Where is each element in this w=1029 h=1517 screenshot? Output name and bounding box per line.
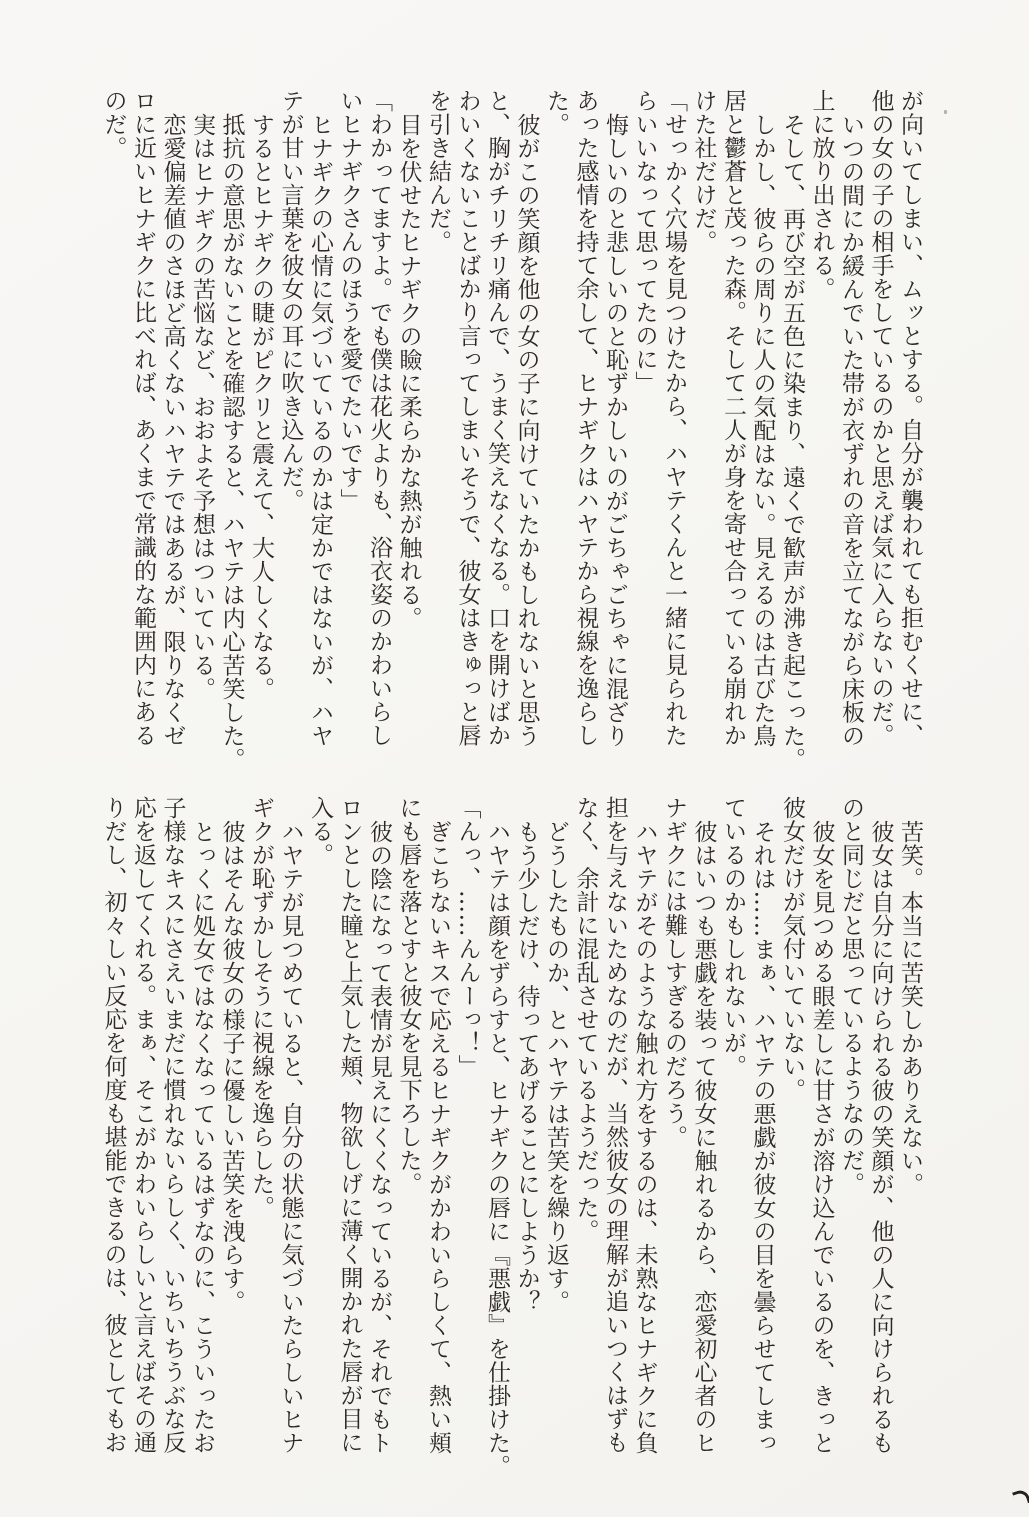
text-column: もう少しだけ、待ってあげることにしようか？ <box>513 819 540 1313</box>
top-text-block <box>98 89 924 779</box>
text-column: ハヤテがそのような触れ方をするのは、未熟なヒナギクに負 <box>631 819 658 1454</box>
text-column: 応を返してくれる。まぁ、そこがかわいらしいと言えばその通 <box>130 796 156 1454</box>
text-column: 居と鬱蒼と茂った森。そして二人が身を寄せ合っている崩れか <box>720 89 746 747</box>
text-column: それは……まぁ、ハヤテの悪戯が彼女の目を曇らせてしまっ <box>749 819 776 1454</box>
text-column: にも唇を落とすと彼女を見下ろした。 <box>395 796 422 1196</box>
text-column: 彼女は自分に向けられる彼の笑顔が、他の人に向けられるも <box>867 819 894 1454</box>
text-column: 彼がこの笑顔を他の女の子に向けていたかもしれないと思う <box>513 112 540 747</box>
text-column: ハヤテが見つめていると、自分の状態に気づいたらしいヒナ <box>277 819 304 1454</box>
text-column: ロに近いヒナギクに比べれば、あくまで常識的な範囲内にある <box>130 89 156 747</box>
text-column: 彼はいつも悪戯を装って彼女に触れるから、恋愛初心者のヒ <box>690 819 717 1454</box>
text-column: のと同じだと思っているようなのだ。 <box>838 796 864 1196</box>
text-column: らいいなって思ってたのに」 <box>631 89 658 395</box>
text-column: 悔しいのと悲しいのと恥ずかしいのがごちゃごちゃに混ざり <box>602 112 628 747</box>
text-column: りだし、初々しい反応を何度も堪能できるのは、彼としてもお <box>100 796 127 1454</box>
text-column: わいくないことばかり言ってしまいそうで、彼女はきゅっと唇 <box>454 89 481 747</box>
text-column: ナギクには難しすぎるのだろう。 <box>661 796 687 1149</box>
text-column: 上に放り出される。 <box>808 89 835 301</box>
text-column: 担を与えないためなのだが、当然彼女の理解が追いつくはずも <box>602 796 628 1454</box>
text-column: とっくに処女ではなくなっているはずなのに、こういったお <box>189 819 215 1454</box>
text-column: 「せっかく穴場を見つけたから、ハヤテくんと一緒に見られた <box>661 89 687 747</box>
text-column: 苦笑。本当に苦笑しかありえない。 <box>897 819 923 1196</box>
text-column: 入る。 <box>307 796 333 867</box>
text-column: ぎこちないキスで応えるヒナギクがかわいらしくて、熱い頬 <box>425 819 451 1454</box>
text-column: 恋愛偏差値のさほど高くないハヤテではあるが、限りなくゼ <box>159 112 186 747</box>
text-column: するとヒナギクの睫がピクリと震えて、大人しくなる。 <box>248 112 274 700</box>
text-column: 彼はそんな彼女の様子に優しい苦笑を洩らす。 <box>218 819 245 1313</box>
text-column: けた社だけだ。 <box>690 89 717 254</box>
text-column: どうしたものか、とハヤテは苦笑を繰り返す。 <box>543 819 569 1313</box>
page-corner-mark <box>1012 1488 1029 1507</box>
text-column: 抵抗の意思がないことを確認すると、ハヤテは内心苦笑した。 <box>218 112 245 771</box>
text-column: ているのかもしれないが。 <box>720 796 746 1078</box>
text-column: 彼女だけが気付いていない。 <box>779 796 805 1102</box>
text-column: テが甘い言葉を彼女の耳に吹き込んだ。 <box>277 89 304 512</box>
text-column: そして、再び空が五色に染まり、遠くで歓声が沸き起こった。 <box>779 112 805 771</box>
text-column: を引き結んだ。 <box>425 89 451 254</box>
text-column: いつの間にか緩んでいた帯が衣ずれの音を立てながら床板の <box>838 112 864 747</box>
scan-speck <box>944 110 947 114</box>
text-column: 彼女を見つめる眼差しに甘さが溶け込んでいるのを、きっと <box>808 819 835 1454</box>
text-column: 「んっ、……んんーっ！」 <box>454 796 481 1078</box>
text-column: しかし、彼らの周りに人の気配はない。見えるのは古びた鳥 <box>749 112 776 747</box>
text-column: 実はヒナギクの苦悩など、おおよそ予想はついている。 <box>189 112 215 700</box>
text-column: ギクが恥ずかしそうに視線を逸らした。 <box>248 796 274 1219</box>
text-column: のだ。 <box>100 89 127 160</box>
text-column: 他の女の子の相手をしているのかと思えば気に入らないのだ。 <box>867 89 894 747</box>
text-column: ハヤテは顔をずらすと、ヒナギクの唇に『悪戯』を仕掛けた。 <box>484 819 510 1478</box>
text-column: た。 <box>543 89 569 136</box>
text-column: 「わかってますよ。でも僕は花火よりも、浴衣姿のかわいらし <box>366 89 392 747</box>
text-column: と、胸がチリチリ痛んで、うまく笑えなくなる。口を開けばか <box>484 89 510 747</box>
text-column: あった感情を持て余して、ヒナギクはハヤテから視線を逸らし <box>572 89 599 747</box>
bottom-text-block <box>98 796 924 1486</box>
text-column: 子様なキスにさえいまだに慣れないらしく、いちいちうぶな反 <box>159 796 186 1454</box>
text-column: ロンとした瞳と上気した頬、物欲しげに薄く開かれた唇が目に <box>336 796 363 1454</box>
text-column: 彼の陰になって表情が見えにくくなっているが、それでもト <box>366 819 392 1454</box>
text-column: が向いてしまい、ムッとする。自分が襲われても拒むくせに、 <box>897 89 923 747</box>
text-column: いヒナギクさんのほうを愛でたいです」 <box>336 89 363 512</box>
text-column: ヒナギクの心情に気づいているのかは定かではないが、ハヤ <box>307 112 333 747</box>
text-column: なく、余計に混乱させているようだった。 <box>572 796 599 1243</box>
text-column: 目を伏せたヒナギクの瞼に柔らかな熱が触れる。 <box>395 112 422 630</box>
